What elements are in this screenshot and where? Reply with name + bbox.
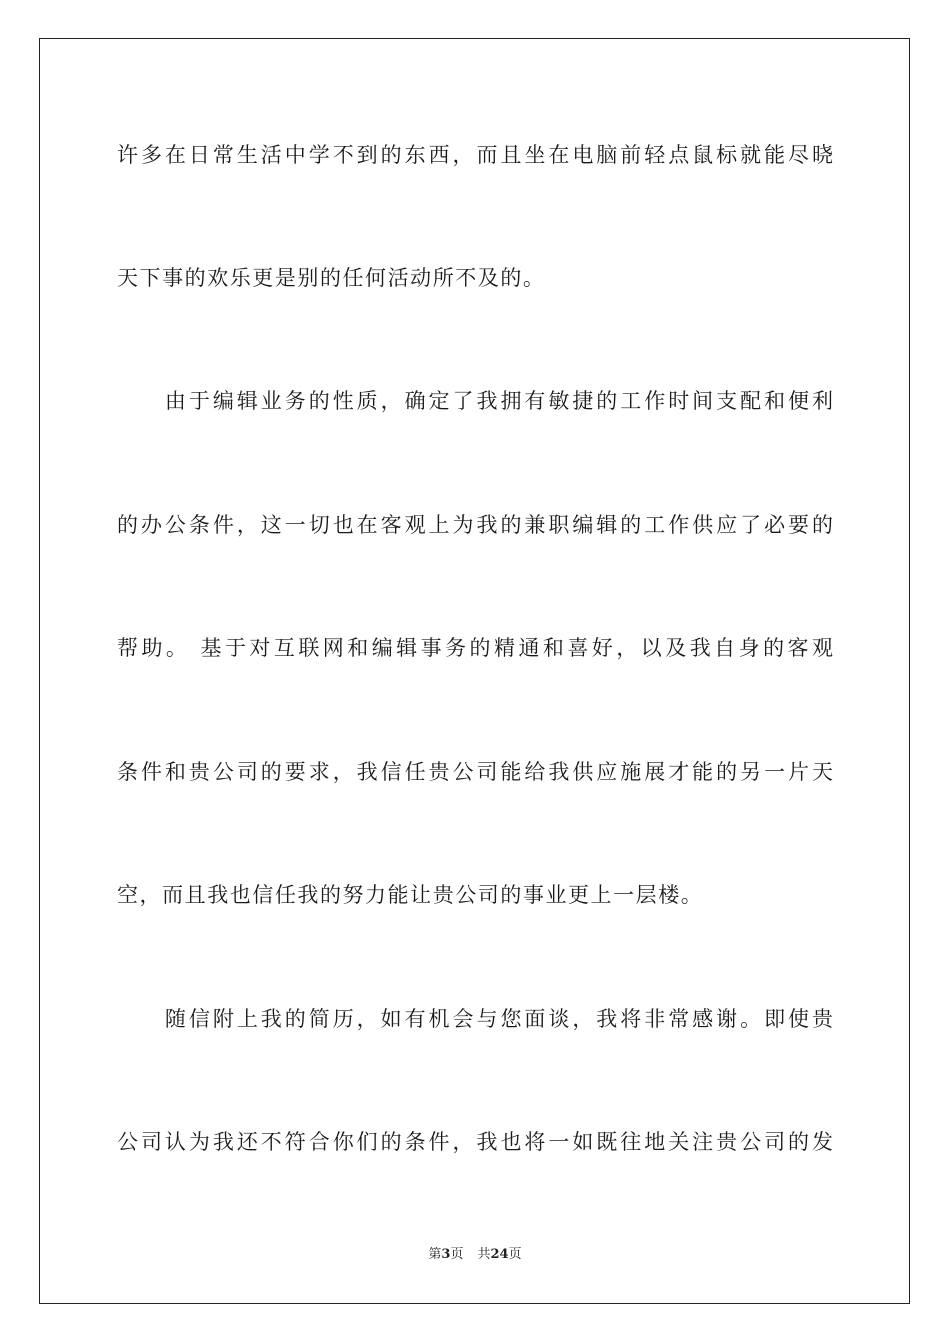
body-text-line-6: 条件和贵公司的要求，我信任贵公司能给我供应施展才能的另一片天: [117, 760, 833, 784]
body-text-line-7: 空，而且我也信任我的努力能让贵公司的事业更上一层楼。: [117, 883, 704, 907]
total-suffix: 页: [508, 1247, 522, 1262]
body-text-line-1: 许多在日常生活中学不到的东西，而且坐在电脑前轻点鼠标就能尽晓: [117, 143, 833, 167]
body-text-line-4: 的办公条件，这一切也在客观上为我的兼职编辑的工作供应了必要的: [117, 513, 833, 537]
body-text-line-8: 随信附上我的简历，如有机会与您面谈，我将非常感谢。即使贵: [117, 1007, 833, 1031]
page-suffix: 页: [450, 1247, 464, 1262]
body-text-line-2: 天下事的欢乐更是别的任何活动所不及的。: [117, 266, 546, 290]
body-text-line-9: 公司认为我还不符合你们的条件，我也将一如既往地关注贵公司的发: [117, 1130, 833, 1154]
page-number: 3: [441, 1247, 451, 1262]
total-pages: 24: [490, 1247, 509, 1262]
total-prefix: 共: [477, 1247, 491, 1262]
body-text-line-3: 由于编辑业务的性质，确定了我拥有敏捷的工作时间支配和便利: [117, 389, 833, 413]
page-prefix: 第: [428, 1247, 442, 1262]
page-border: [39, 38, 910, 1304]
page-footer: [0, 1246, 950, 1264]
body-text-line-5: 帮助。 基于对互联网和编辑事务的精通和喜好，以及我自身的客观: [117, 636, 833, 660]
